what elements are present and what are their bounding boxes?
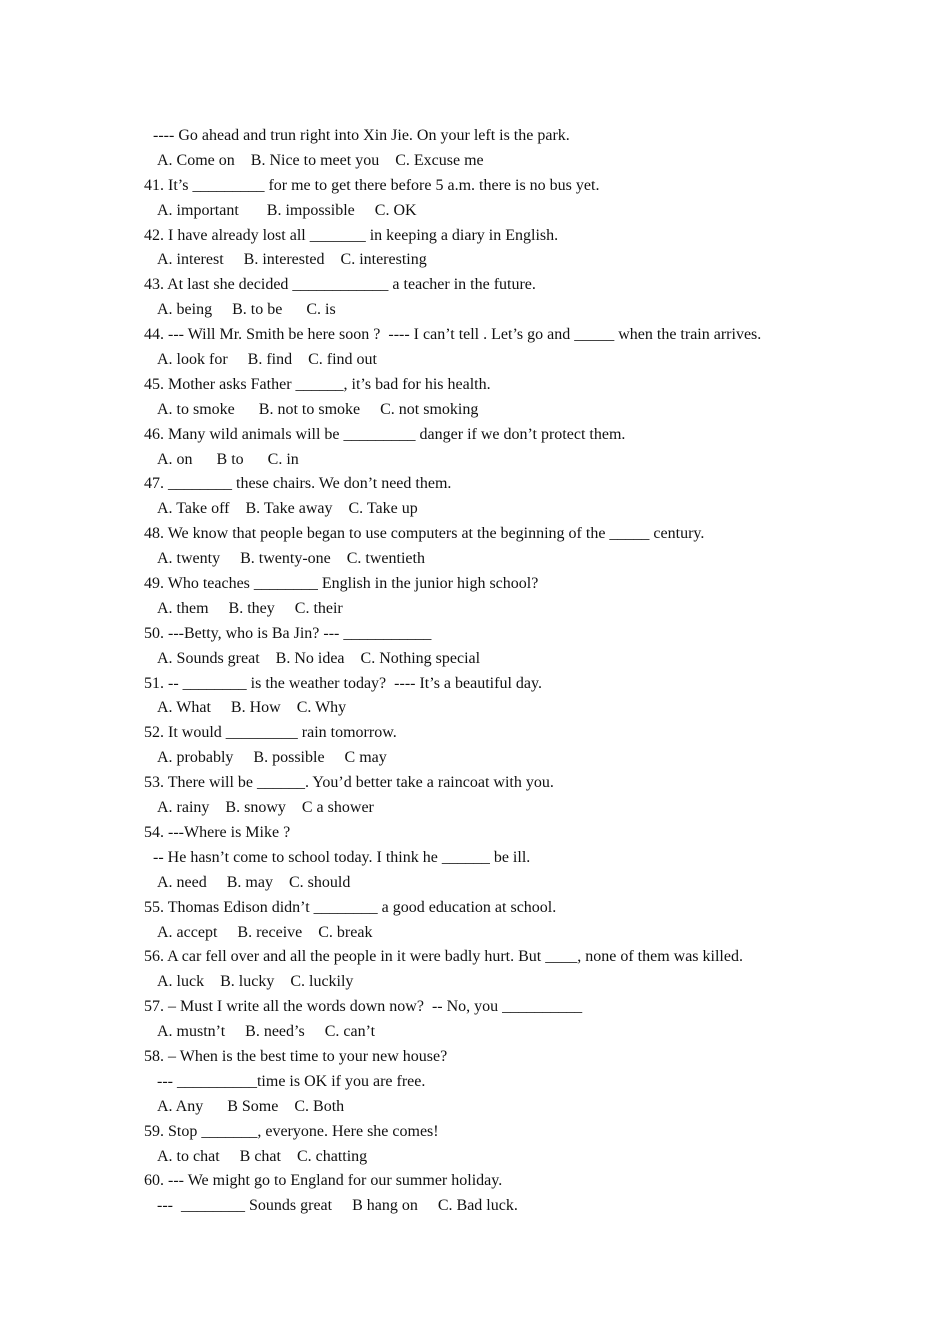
options-line: --- ________ Sounds great B hang on C. Bad luck. xyxy=(157,1197,518,1215)
question-line: 60. --- We might go to England for our summer holiday. xyxy=(144,1172,503,1190)
options-line: A. probably B. possible C may xyxy=(157,749,387,767)
question-line: 42. I have already lost all _______ in keeping a diary in English. xyxy=(144,226,559,244)
options-line: A. accept B. receive C. break xyxy=(157,923,373,941)
question-line: 44. --- Will Mr. Smith be here soon ? ---- I can’t tell . Let’s go and _____ when the train arrives. xyxy=(144,326,762,344)
options-line: A. interest B. interested C. interesting xyxy=(157,251,427,269)
question-line: 50. ---Betty, who is Ba Jin? --- ___________ xyxy=(144,624,432,642)
options-line: --- __________time is OK if you are free. xyxy=(157,1072,426,1090)
options-line: A. mustn’t B. need’s C. can’t xyxy=(157,1023,376,1041)
options-line: A. being B. to be C. is xyxy=(157,301,336,319)
options-line: A. important B. impossible C. OK xyxy=(157,201,417,219)
question-list xyxy=(0,124,950,1219)
options-line: A. rainy B. snowy C a shower xyxy=(157,799,374,817)
question-line: 46. Many wild animals will be _________ danger if we don’t protect them. xyxy=(144,425,626,443)
options-line: A. Take off B. Take away C. Take up xyxy=(157,500,418,518)
options-line: A. to smoke B. not to smoke C. not smoking xyxy=(157,400,479,418)
options-line: A. look for B. find C. find out xyxy=(157,351,377,369)
options-line: A. What B. How C. Why xyxy=(157,699,347,717)
dialogue-line: ---- Go ahead and trun right into Xin Jie. On your left is the park. xyxy=(153,127,570,144)
question-line: 54. ---Where is Mike ? xyxy=(144,823,291,841)
options-line: A. to chat B chat C. chatting xyxy=(157,1147,368,1165)
options-line: A. need B. may C. should xyxy=(157,873,351,891)
question-line: 48. We know that people began to use computers at the beginning of the _____ century. xyxy=(144,525,705,543)
question-line: 56. A car fell over and all the people in it were badly hurt. But ____, none of them was killed. xyxy=(144,948,743,966)
options-line: A. them B. they C. their xyxy=(157,599,343,617)
question-line: 55. Thomas Edison didn’t ________ a good education at school. xyxy=(144,898,557,916)
options-line: A. Come on B. Nice to meet you C. Excuse me xyxy=(157,151,484,169)
options-line: A. Any B Some C. Both xyxy=(157,1097,345,1115)
question-line: 53. There will be ______. You’d better take a raincoat with you. xyxy=(144,774,554,792)
question-line: 41. It’s _________ for me to get there before 5 a.m. there is no bus yet. xyxy=(144,176,600,194)
question-line: 49. Who teaches ________ English in the junior high school? xyxy=(144,575,539,593)
question-line: 59. Stop _______, everyone. Here she comes! xyxy=(144,1122,439,1140)
options-line: A. Sounds great B. No idea C. Nothing special xyxy=(157,649,481,667)
question-line: 43. At last she decided ____________ a teacher in the future. xyxy=(144,276,536,294)
question-line: 57. – Must I write all the words down now? -- No, you __________ xyxy=(144,998,583,1016)
question-line: 58. – When is the best time to your new house? xyxy=(144,1047,448,1065)
question-line: 52. It would _________ rain tomorrow. xyxy=(144,724,397,742)
question-line: 47. ________ these chairs. We don’t need them. xyxy=(144,475,452,493)
question-line: 45. Mother asks Father ______, it’s bad for his health. xyxy=(144,375,491,393)
options-line: A. luck B. lucky C. luckily xyxy=(157,973,354,991)
dialogue-line: -- He hasn’t come to school today. I think he ______ be ill. xyxy=(153,848,531,866)
options-line: A. twenty B. twenty-one C. twentieth xyxy=(157,550,425,568)
question-line: 51. -- ________ is the weather today? ---- It’s a beautiful day. xyxy=(144,674,542,692)
options-line: A. on B to C. in xyxy=(157,450,299,468)
